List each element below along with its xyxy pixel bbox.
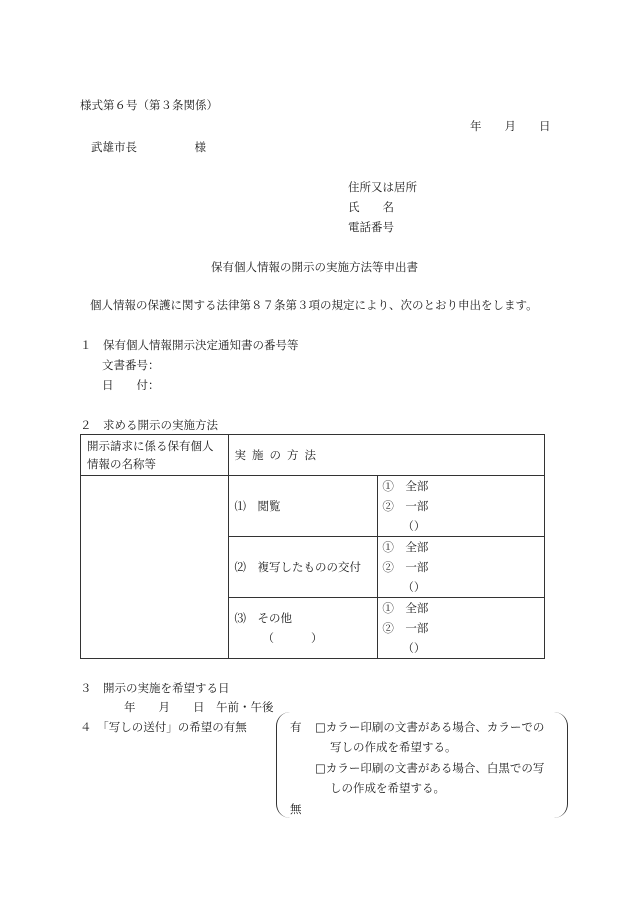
part-detail[interactable]: （）	[402, 580, 426, 594]
addressee: 武雄市長 様	[91, 140, 206, 154]
col1-header-line2: 情報の名称等	[87, 457, 156, 471]
choice-all[interactable]: ① 全部	[382, 601, 429, 615]
method-1-choices[interactable]	[378, 476, 545, 537]
color-copy-option[interactable]: □カラー印刷の文書がある場合、カラーでの	[315, 720, 545, 734]
method-3-choices[interactable]	[378, 598, 545, 659]
intro-text: 個人情報の保護に関する法律第８７条第３項の規定により、次のとおり申出をします。	[90, 298, 538, 312]
document-title: 保有個人情報の開示の実施方法等申出書	[211, 260, 418, 274]
phone-label: 電話番号	[348, 220, 394, 234]
date-line: 年 月 日	[470, 119, 551, 133]
choice-part[interactable]: ② 一部	[382, 560, 429, 574]
form-number: 様式第６号（第３条関係）	[80, 98, 218, 112]
other-detail[interactable]: （ ）	[262, 631, 323, 645]
address-label: 住所又は居所	[348, 180, 417, 194]
part-detail[interactable]: （）	[402, 641, 426, 655]
name-label: 氏 名	[348, 200, 394, 214]
method-1: ⑴ 閲覧	[228, 476, 378, 537]
choice-all[interactable]: ① 全部	[382, 479, 429, 493]
col1-header-line1: 開示請求に係る保有個人	[87, 439, 214, 453]
option-yes[interactable]: 有	[290, 720, 302, 734]
section4-heading: ４ 「写しの送付」の希望の有無	[80, 720, 247, 734]
bw-copy-option[interactable]: □カラー印刷の文書がある場合、白黒での写	[315, 761, 545, 775]
desired-date[interactable]: 年 月 日 午前・午後	[124, 700, 274, 714]
method-3-label: ⑶ その他	[234, 611, 293, 625]
choice-all[interactable]: ① 全部	[382, 540, 429, 554]
col2-header: 実施の方法	[228, 435, 544, 476]
col1-header	[81, 435, 229, 476]
section1-heading: １ 保有個人情報開示決定通知書の番号等	[80, 338, 299, 352]
bw-copy-option-cont: しの作成を希望する。	[330, 781, 445, 795]
method-2-choices[interactable]	[378, 537, 545, 598]
option-no[interactable]: 無	[290, 802, 302, 816]
part-detail[interactable]: （）	[402, 519, 426, 533]
method-2: ⑵ 複写したものの交付	[228, 537, 378, 598]
info-name-cell[interactable]	[81, 476, 229, 659]
doc-number-label: 文書番号：	[102, 358, 160, 372]
doc-date-label: 日 付：	[102, 378, 160, 392]
choice-part[interactable]: ② 一部	[382, 621, 429, 635]
method-3	[228, 598, 378, 659]
choice-part[interactable]: ② 一部	[382, 499, 429, 513]
section2-heading: ２ 求める開示の実施方法	[80, 418, 218, 432]
color-copy-option-cont: 写しの作成を希望する。	[330, 740, 457, 754]
method-table	[80, 434, 545, 659]
section3-heading: ３ 開示の実施を希望する日	[80, 681, 230, 695]
